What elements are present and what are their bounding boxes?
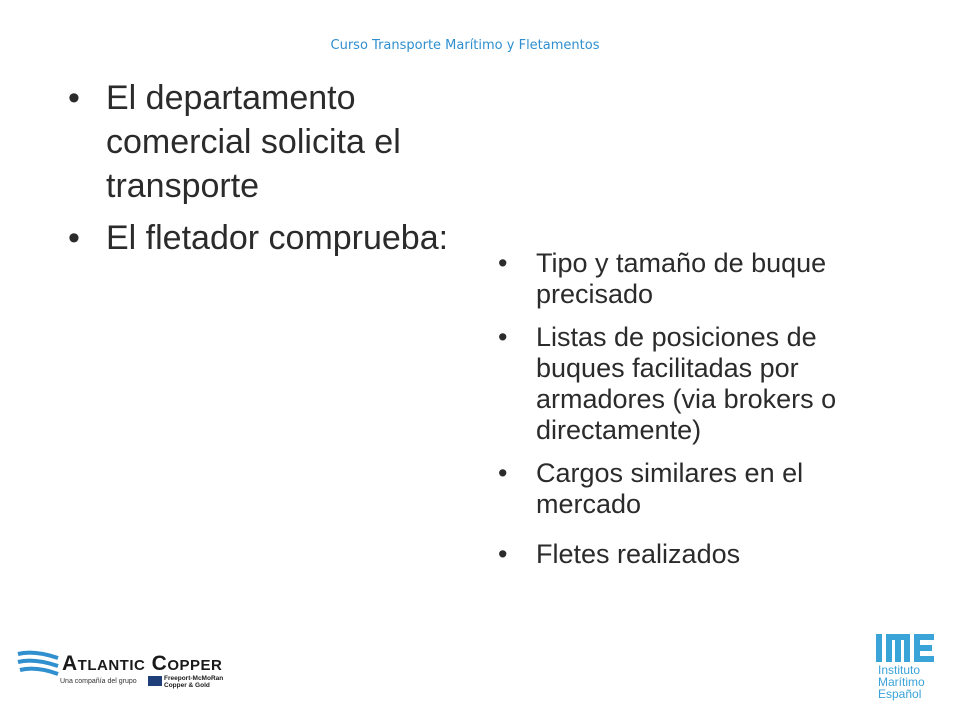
right-bullet-text: Listas de posiciones de buques facilitadas por armadores (via brokers o directamente) <box>536 322 837 445</box>
ime-name-line: Español <box>878 687 922 701</box>
right-bullet-item <box>498 458 888 520</box>
bullet-icon: • <box>498 322 508 352</box>
right-bullet-text: Cargos similares en el mercado <box>536 458 804 519</box>
ime-name <box>878 664 925 700</box>
bullet-icon: • <box>68 219 80 257</box>
right-bullet-item <box>498 539 888 570</box>
ime-name-line: Instituto <box>878 663 921 677</box>
bullet-icon: • <box>498 248 508 278</box>
partner-name <box>164 675 223 689</box>
partner-line: Freeport-McMoRan <box>164 675 224 682</box>
atlantic-copper-logo <box>16 648 226 692</box>
right-bullet-item <box>498 322 888 446</box>
left-bullet-text: El departamento comercial solicita el transporte <box>106 79 401 205</box>
right-bullet-list <box>498 248 888 582</box>
bullet-icon: • <box>498 458 508 488</box>
partner-line: Copper & Gold <box>164 682 210 689</box>
ime-logo <box>876 634 938 704</box>
left-bullet-item <box>68 76 468 208</box>
right-bullet-item <box>498 248 888 310</box>
left-bullet-text: El fletador comprueba: <box>106 219 449 257</box>
bullet-icon: • <box>68 79 80 117</box>
brand-tagline: Una compañía del grupo <box>60 678 137 685</box>
right-bullet-text: Fletes realizados <box>536 539 741 569</box>
brand-name: Atlantic Copper <box>62 652 223 675</box>
waves-icon <box>16 648 60 678</box>
left-bullet-list <box>68 76 468 268</box>
ime-name-line: Marítimo <box>878 675 925 689</box>
left-bullet-item <box>68 216 468 260</box>
right-bullet-text: Tipo y tamaño de buque precisado <box>536 248 827 309</box>
fcx-icon <box>148 676 162 686</box>
ime-mark-icon <box>876 634 936 662</box>
bullet-icon: • <box>498 539 508 569</box>
slide-header: Curso Transporte Marítimo y Fletamentos <box>330 38 600 53</box>
